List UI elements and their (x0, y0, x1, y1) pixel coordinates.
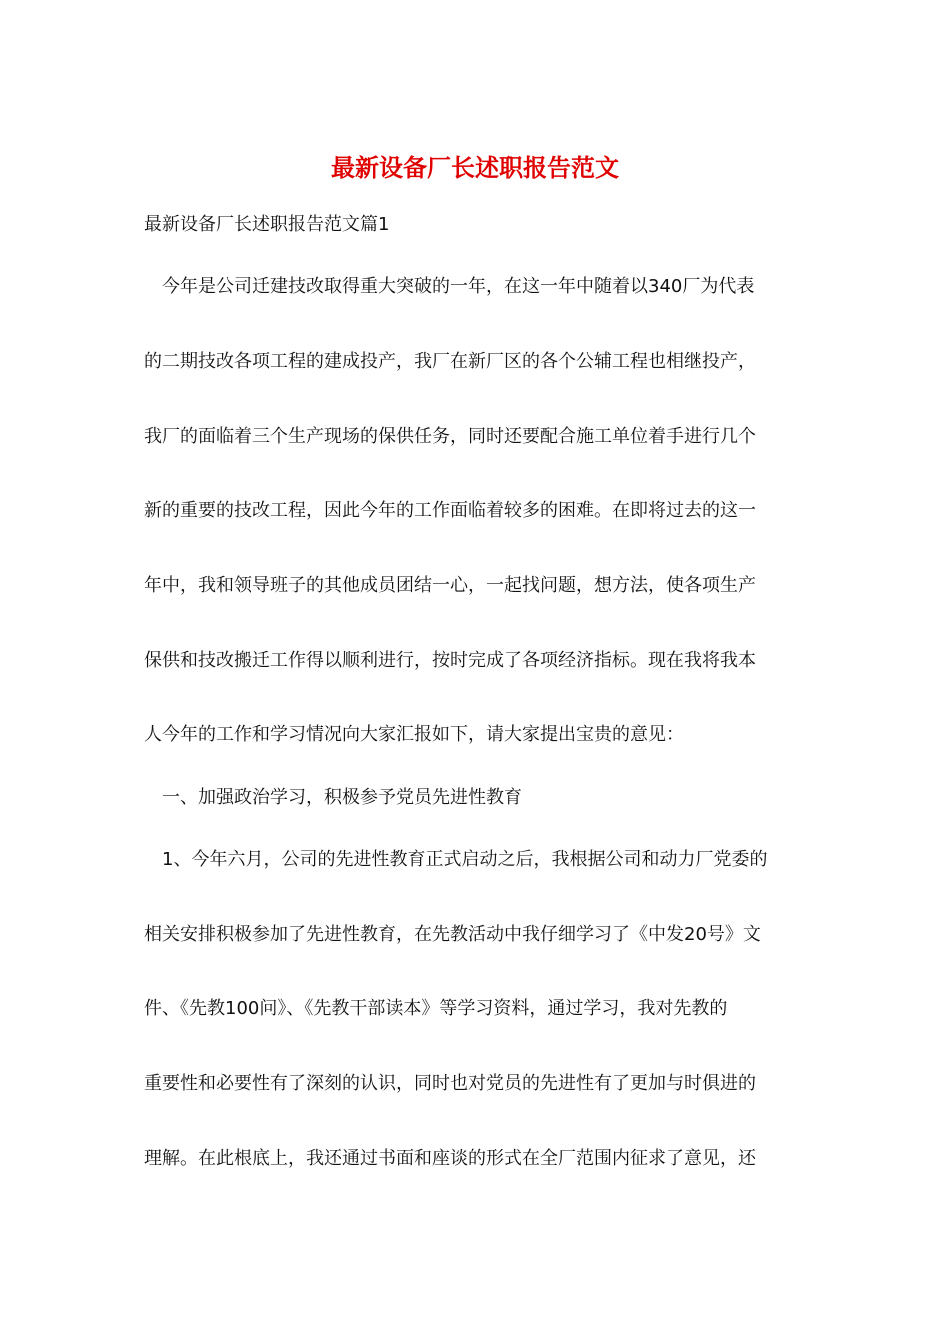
document-title: 最新设备厂长述职报告范文 (331, 153, 619, 182)
section-heading: 最新设备厂长述职报告范文篇1 (144, 214, 390, 235)
paragraph-line: 件、《先教100问》、《先教干部读本》等学习资料，通过学习，我对先教的 (144, 998, 728, 1019)
section-subheading: 一、加强政治学习，积极参予党员先进性教育 (162, 787, 522, 808)
paragraph-line: 保供和技改搬迁工作得以顺利进行，按时完成了各项经济指标。现在我将我本 (144, 650, 756, 671)
paragraph-line: 人今年的工作和学习情况向大家汇报如下，请大家提出宝贵的意见： (144, 724, 684, 745)
paragraph-line: 重要性和必要性有了深刻的认识，同时也对党员的先进性有了更加与时俱进的 (144, 1073, 756, 1094)
paragraph-line: 相关安排积极参加了先进性教育，在先教活动中我仔细学习了《中发20号》文 (144, 924, 761, 945)
paragraph-line: 今年是公司迁建技改取得重大突破的一年，在这一年中随着以340厂为代表 (162, 276, 755, 297)
paragraph-line: 的二期技改各项工程的建成投产，我厂在新厂区的各个公辅工程也相继投产， (144, 351, 756, 372)
paragraph-line: 理解。在此根底上，我还通过书面和座谈的形式在全厂范围内征求了意见，还 (144, 1148, 756, 1169)
paragraph-line: 年中，我和领导班子的其他成员团结一心，一起找问题，想方法，使各项生产 (144, 575, 756, 596)
paragraph-line: 新的重要的技改工程，因此今年的工作面临着较多的困难。在即将过去的这一 (144, 500, 756, 521)
paragraph-line: 1、今年六月，公司的先进性教育正式启动之后，我根据公司和动力厂党委的 (162, 849, 768, 870)
paragraph-line: 我厂的面临着三个生产现场的保供任务，同时还要配合施工单位着手进行几个 (144, 426, 756, 447)
